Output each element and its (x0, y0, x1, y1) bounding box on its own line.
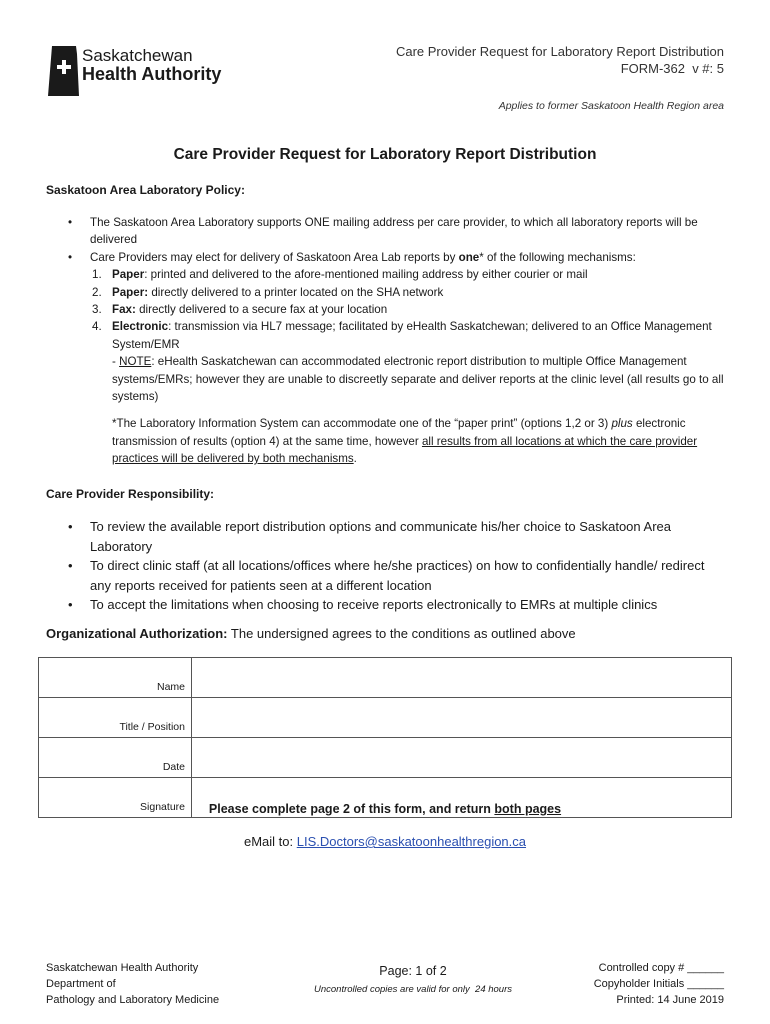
date-label: Date (39, 738, 192, 778)
item-label: Electronic (112, 320, 169, 334)
item-text: directly delivered to a printer located on the SHA network (148, 285, 444, 299)
complete-instruction (0, 802, 770, 816)
table-row (39, 738, 732, 778)
policy-bullet (46, 249, 726, 266)
note-label: NOTE (119, 355, 152, 369)
item-number: 2. (92, 285, 102, 299)
item-number: 1. (92, 268, 102, 282)
complete-text: Please complete page 2 of this form, and return (208, 802, 495, 816)
footer-center (300, 964, 526, 995)
policy-bullet (46, 214, 726, 249)
lis-note (46, 415, 726, 467)
footer-left (46, 960, 219, 1008)
mechanism-item (90, 318, 726, 353)
email-link[interactable]: LIS.Doctors@saskatoonhealthregion.ca (296, 834, 527, 849)
date-field[interactable] (192, 738, 732, 778)
footer-org: Saskatchewan Health Authority (46, 962, 199, 974)
title-position-field[interactable] (192, 698, 732, 738)
complete-underline: both pages (494, 802, 562, 816)
responsibility-item: • To direct clinic staff (at all locations/offices where he/she practices) on how to confidentially handle/ redirect any reports received for patients seen at a different location (46, 556, 726, 595)
policy-bullet-bold: one (458, 250, 480, 264)
note-dash: - (112, 355, 120, 369)
form-number: FORM-362 v #: 5 (620, 61, 724, 76)
lis-note-italic: plus (611, 417, 633, 431)
form-header-title: Care Provider Request for Laboratory Report Distribution (395, 44, 724, 59)
authorization-label: Organizational Authorization: (46, 626, 228, 641)
mechanism-item (90, 266, 726, 283)
document-title: Care Provider Request for Laboratory Report Distribution (173, 146, 597, 163)
authorization-line (46, 626, 576, 641)
responsibility-item: • To accept the limitations when choosing to receive reports electronically to EMRs at multiple clinics (46, 595, 726, 615)
footer-dept: Department of (46, 978, 116, 990)
table-row (39, 698, 732, 738)
policy-bullet-text: * of the following mechanisms: (479, 250, 636, 264)
item-label: Paper (112, 268, 145, 282)
copyholder-initials: Copyholder Initials ______ (593, 978, 724, 990)
responsibility-item: • To review the available report distribution options and communicate his/her choice to Saskatoon Area Laboratory (46, 517, 726, 556)
authorization-text: The undersigned agrees to the conditions as outlined above (227, 626, 576, 641)
name-label: Name (39, 658, 192, 698)
item-number: 4. (92, 320, 102, 334)
item-label: Paper: (112, 285, 149, 299)
policy-heading: Saskatoon Area Laboratory Policy: (46, 183, 245, 197)
item-text: : printed and delivered to the afore-mentioned mailing address by either courier or mail (144, 268, 588, 282)
item-number: 3. (92, 303, 102, 317)
logo-line-1: Saskatchewan (82, 46, 193, 65)
table-row (39, 658, 732, 698)
signature-label: Signature (39, 778, 192, 818)
logo-text (82, 47, 221, 84)
lis-note-text: . (353, 452, 357, 466)
policy-bullet-text: Care Providers may elect for delivery of Saskatoon Area Lab reports by (90, 250, 459, 264)
name-field[interactable] (192, 658, 732, 698)
note-text: : eHealth Saskatchewan can accommodated electronic report distribution to multiple Office Management systems/EMRs; however they are unable to discreetly separate and deliver reports at the clinic level (all results go to all systems) (112, 355, 724, 404)
footer-right (594, 960, 724, 1008)
lis-note-text: electronic transmission of results (option 4) at the same time, however (112, 417, 686, 448)
signature-table (38, 657, 732, 818)
item-text: : transmission via HL7 message; facilitated by eHealth Saskatchewan; delivered to an Office Management System/EMR (112, 320, 712, 351)
uncontrolled-note: Uncontrolled copies are valid for only 24 hours (313, 984, 513, 995)
logo-line-2: Health Authority (82, 63, 222, 84)
policy-bullet-text: The Saskatoon Area Laboratory supports ONE mailing address per care provider, to which all laboratory reports will be delivered (90, 216, 698, 247)
title-position-label: Title / Position (39, 698, 192, 738)
lis-note-text: *The Laboratory Information System can accommodate one of the “paper print” (options 1,2 or 3) (112, 417, 612, 431)
ehealth-note (46, 353, 726, 405)
policy-section (46, 214, 726, 468)
lis-note-underline: all results from all locations at which the care provider practices will be delivered by both mechanisms (112, 434, 698, 466)
responsibility-heading: Care Provider Responsibility: (46, 487, 215, 501)
mechanism-item (90, 301, 726, 318)
printed-date: Printed: 14 June 2019 (616, 994, 724, 1006)
controlled-copy: Controlled copy # ______ (598, 962, 724, 974)
page-number: Page: 1 of 2 (379, 964, 447, 978)
item-label: Fax: (112, 303, 136, 317)
item-text: directly delivered to a secure fax at your location (135, 303, 388, 317)
responsibility-section (46, 517, 726, 615)
mechanism-item (90, 284, 726, 301)
applies-note: Applies to former Saskatoon Health Region area (498, 100, 724, 112)
footer-dept: Pathology and Laboratory Medicine (46, 994, 220, 1006)
form-header (396, 43, 724, 77)
email-label: eMail to: (243, 834, 297, 849)
email-line (0, 834, 770, 849)
